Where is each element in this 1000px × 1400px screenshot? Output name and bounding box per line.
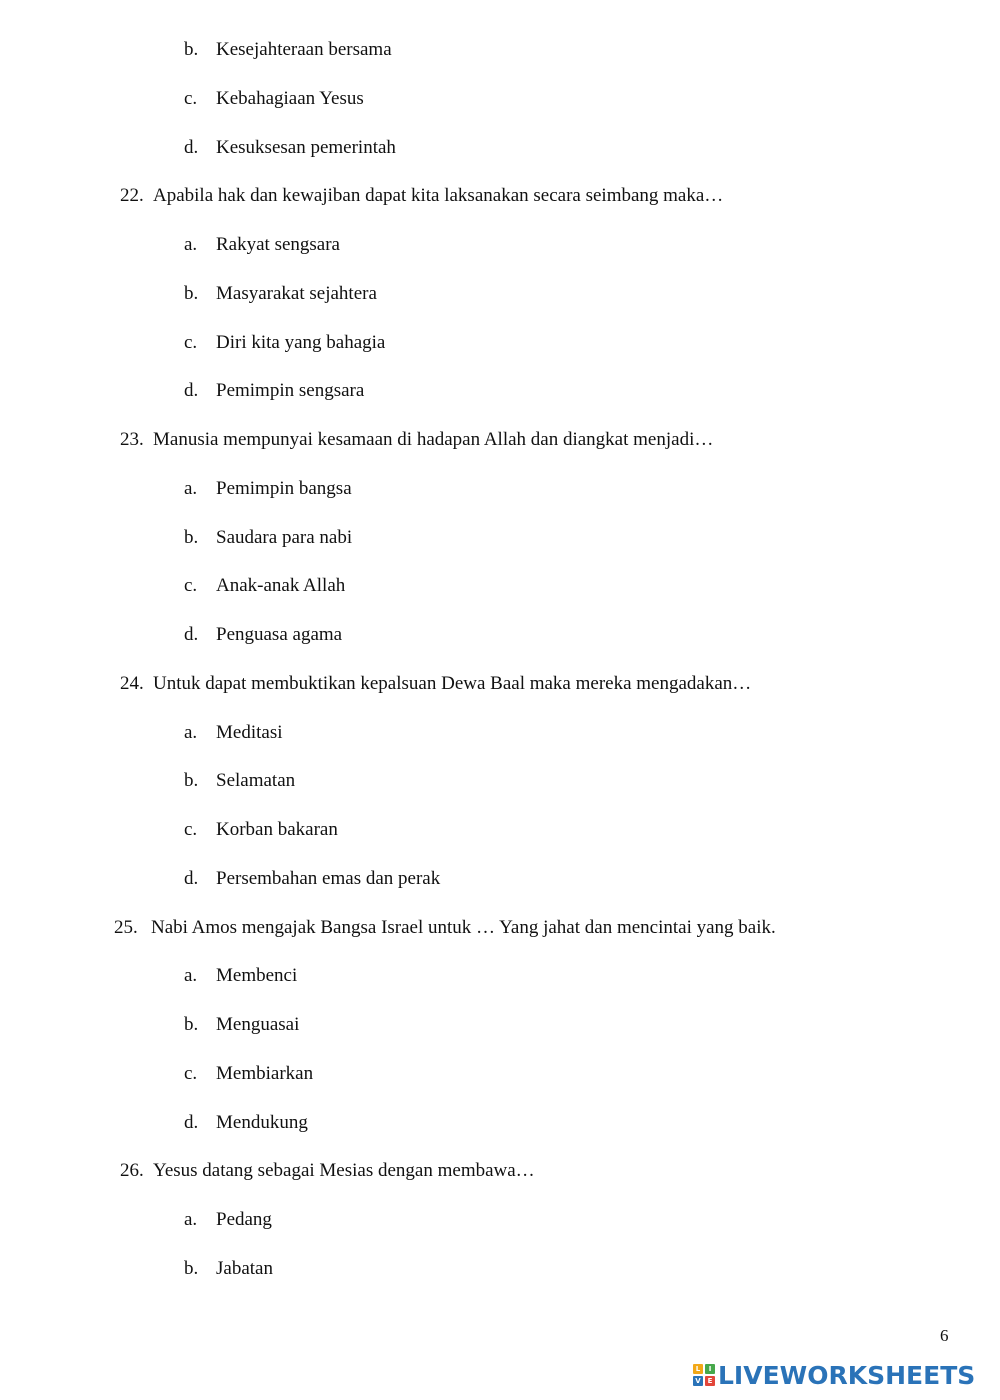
option-text: Rakyat sengsara [216, 234, 340, 255]
option-text: Pemimpin bangsa [216, 478, 352, 499]
page-number: 6 [940, 1326, 949, 1345]
option-letter: b. [184, 1014, 199, 1035]
option-letter: c. [184, 575, 198, 596]
option-letter: d. [184, 137, 199, 158]
option-letter: b. [184, 527, 199, 548]
logo-tile-e: E [705, 1376, 715, 1386]
option-text: Penguasa agama [216, 624, 343, 645]
option-text: Persembahan emas dan perak [216, 868, 441, 889]
logo-tile-l: L [693, 1364, 703, 1374]
option-text: Meditasi [216, 722, 283, 743]
question-number: 23. [120, 429, 144, 450]
option-text: Selamatan [216, 770, 296, 791]
option-text: Membenci [216, 965, 298, 986]
liveworksheets-logo-icon [693, 1364, 715, 1386]
option-letter: c. [184, 332, 198, 353]
option-text: Kebahagiaan Yesus [216, 88, 364, 109]
option-letter: c. [184, 819, 198, 840]
option-letter: a. [184, 478, 198, 499]
question-number: 25. [114, 917, 138, 938]
option-text: Jabatan [216, 1258, 273, 1279]
option-letter: c. [184, 1063, 198, 1084]
question-text: Apabila hak dan kewajiban dapat kita laksanakan secara seimbang maka… [153, 185, 724, 206]
question-text: Untuk dapat membuktikan kepalsuan Dewa Baal maka mereka mengadakan… [153, 673, 752, 694]
option-text: Pemimpin sengsara [216, 380, 365, 401]
question-text: Nabi Amos mengajak Bangsa Israel untuk … Yang jahat dan mencintai yang baik. [151, 917, 776, 938]
option-text: Kesuksesan pemerintah [216, 137, 396, 158]
option-letter: a. [184, 234, 198, 255]
option-letter: d. [184, 380, 199, 401]
option-letter: b. [184, 283, 199, 304]
option-text: Saudara para nabi [216, 527, 353, 548]
option-text: Kesejahteraan bersama [216, 39, 392, 60]
question-number: 26. [120, 1160, 144, 1181]
question-text: Yesus datang sebagai Mesias dengan membawa… [153, 1160, 535, 1181]
option-letter: b. [184, 770, 199, 791]
option-text: Membiarkan [216, 1063, 314, 1084]
logo-tile-i: I [705, 1364, 715, 1374]
option-letter: d. [184, 624, 199, 645]
option-text: Masyarakat sejahtera [216, 283, 377, 304]
option-letter: a. [184, 1209, 198, 1230]
liveworksheets-brand[interactable] [693, 1360, 975, 1390]
brand-name: LIVEWORKSHEETS [718, 1360, 976, 1390]
question-text: Manusia mempunyai kesamaan di hadapan Allah dan diangkat menjadi… [153, 429, 714, 450]
question-number: 22. [120, 185, 144, 206]
logo-tile-v: V [693, 1376, 703, 1386]
option-letter: c. [184, 88, 198, 109]
option-text: Korban bakaran [216, 819, 338, 840]
option-text: Pedang [216, 1209, 272, 1230]
option-letter: a. [184, 965, 198, 986]
option-text: Anak-anak Allah [216, 575, 346, 596]
option-letter: a. [184, 722, 198, 743]
option-letter: b. [184, 39, 199, 60]
option-letter: b. [184, 1258, 199, 1279]
option-letter: d. [184, 1112, 199, 1133]
option-text: Menguasai [216, 1014, 300, 1035]
option-text: Diri kita yang bahagia [216, 332, 386, 353]
option-letter: d. [184, 868, 199, 889]
option-text: Mendukung [216, 1112, 308, 1133]
question-number: 24. [120, 673, 144, 694]
